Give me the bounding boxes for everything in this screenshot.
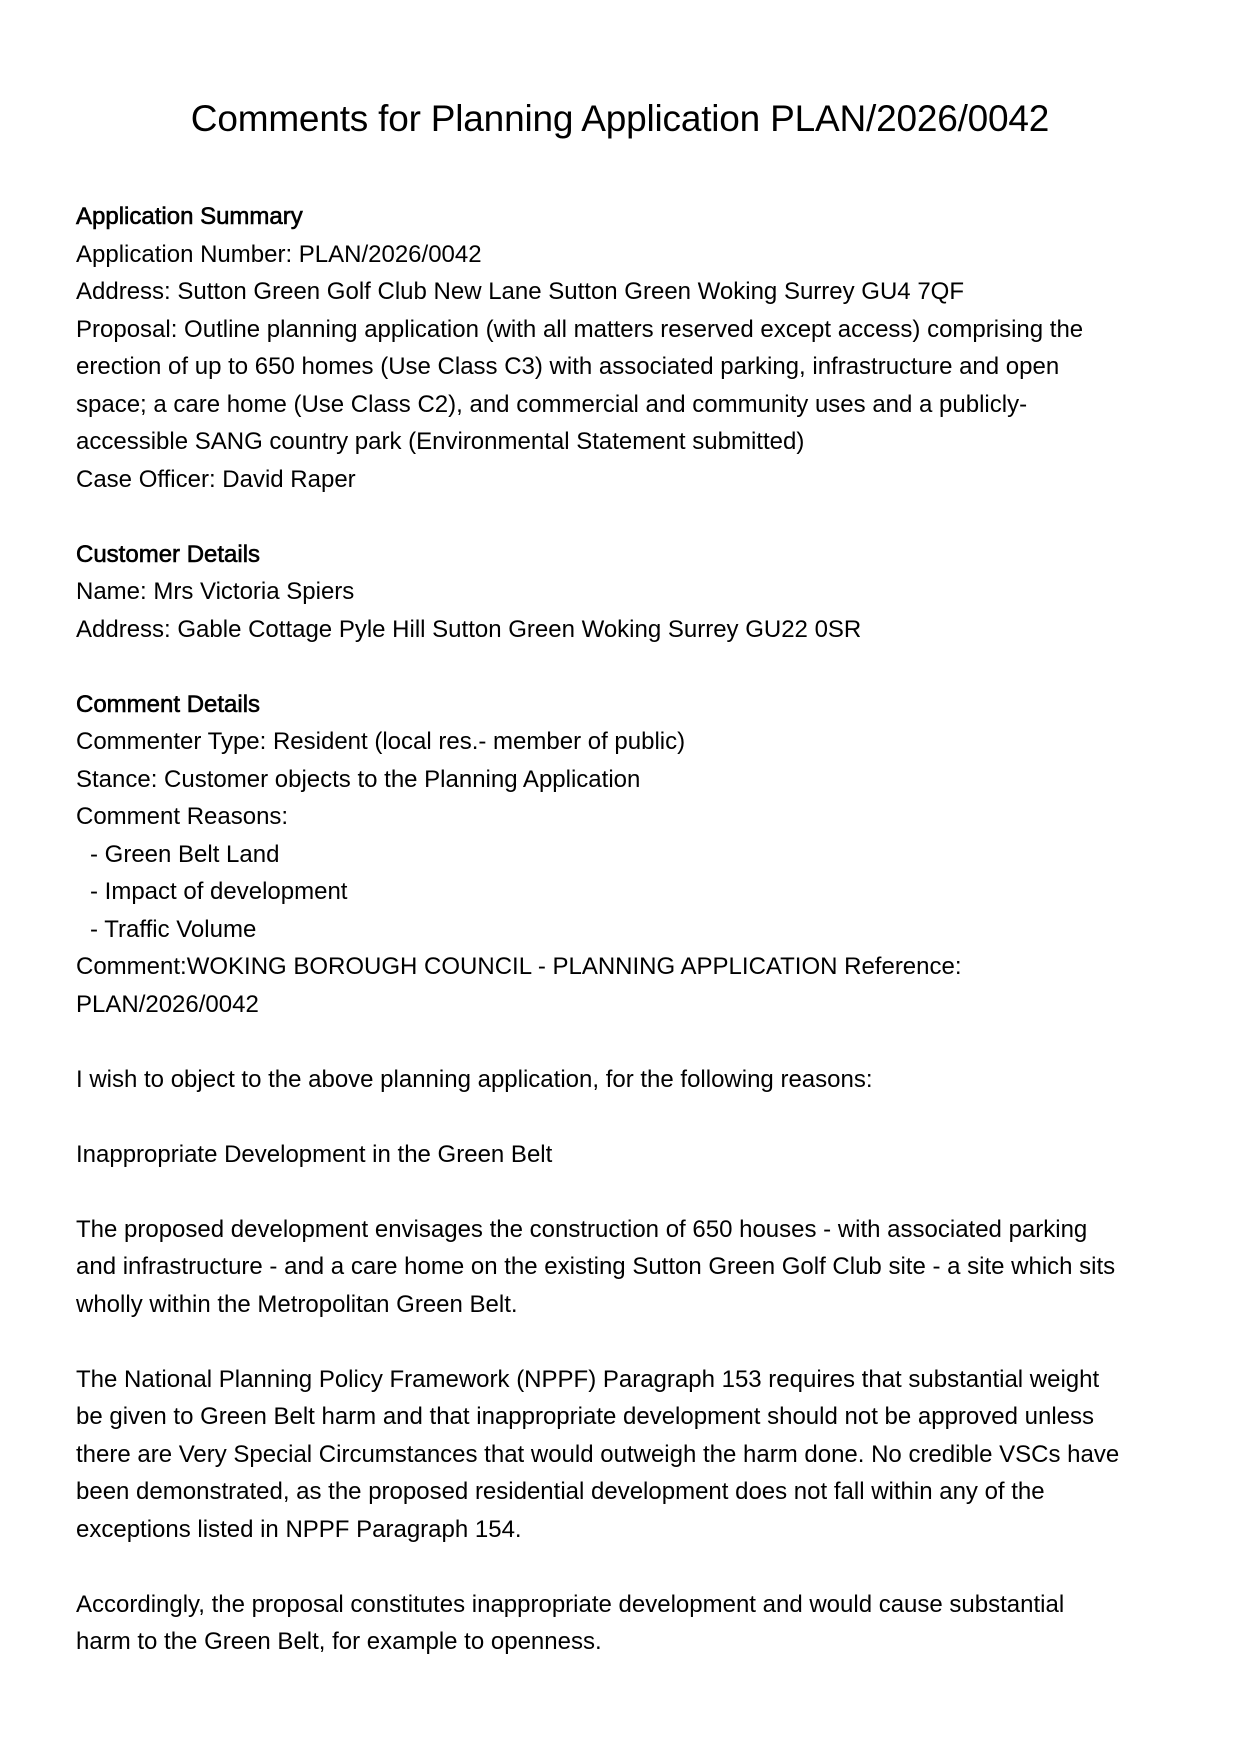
comment-reason-item: - Impact of development [90, 878, 348, 905]
spacer [76, 1173, 1176, 1211]
comment-body-section [76, 1061, 1176, 1661]
paragraph-line: Accordingly, the proposal constitutes inappropriate development and would cause substantial [76, 1590, 1065, 1618]
paragraph-line: The proposed development envisages the construction of 650 houses - with associated parking [76, 1215, 1088, 1243]
paragraph-line: The National Planning Policy Framework (NPPF) Paragraph 153 requires that substantial weight [76, 1365, 1100, 1393]
customer-address: Address: Gable Cottage Pyle Hill Sutton Green Woking Surrey GU22 0SR [76, 615, 862, 643]
commenter-type: Commenter Type: Resident (local res.- member of public) [76, 728, 686, 755]
spacer [76, 648, 1176, 686]
paragraph-line: be given to Green Belt harm and that inappropriate development should not be approved unless [76, 1403, 1095, 1430]
paragraph-line: wholly within the Metropolitan Green Belt. [76, 1290, 518, 1318]
application-number: Application Number: PLAN/2026/0042 [76, 240, 482, 268]
spacer [76, 1098, 1176, 1136]
stance: Stance: Customer objects to the Planning Application [76, 765, 641, 793]
application-address: Address: Sutton Green Golf Club New Lane Sutton Green Woking Surrey GU4 7QF [76, 278, 964, 305]
spacer [76, 498, 1176, 536]
proposal-line: Proposal: Outline planning application (with all matters reserved except access) comprising the [76, 315, 1084, 343]
comment-reason-item: - Green Belt Land [90, 840, 280, 868]
comment-details-heading: Comment Details [76, 690, 261, 718]
spacer [76, 1023, 1176, 1061]
application-summary-section [76, 198, 1176, 498]
paragraph-line: been demonstrated, as the proposed residential development does not fall within any of the [76, 1478, 1045, 1505]
comment-line: Comment:WOKING BOROUGH COUNCIL - PLANNING APPLICATION Reference: [76, 953, 962, 980]
customer-details-section [76, 536, 1176, 649]
proposal-line: space; a care home (Use Class C2), and commercial and community uses and a publicly- [76, 390, 1028, 418]
customer-name: Name: Mrs Victoria Spiers [76, 578, 355, 605]
comment-reasons-label: Comment Reasons: [76, 803, 289, 830]
comment-intro: I wish to object to the above planning application, for the following reasons: [76, 1065, 873, 1093]
comment-paragraph [76, 1211, 1176, 1324]
paragraph-line: there are Very Special Circumstances that would outweigh the harm done. No credible VSCs have [76, 1440, 1120, 1468]
document-body [76, 198, 1176, 1661]
application-summary-heading: Application Summary [76, 203, 303, 230]
comment-paragraph [76, 1361, 1176, 1549]
paragraph-line: and infrastructure - and a care home on the existing Sutton Green Golf Club site - a site which sits [76, 1253, 1116, 1280]
proposal-line: erection of up to 650 homes (Use Class C3) with associated parking, infrastructure and open [76, 353, 1060, 380]
comment-reason-item: - Traffic Volume [90, 915, 257, 943]
customer-details-heading: Customer Details [76, 540, 261, 568]
case-officer: Case Officer: David Raper [76, 465, 356, 493]
comment-subheading: Inappropriate Development in the Green Belt [76, 1140, 553, 1168]
comment-details-section [76, 686, 1176, 1024]
spacer [76, 1548, 1176, 1586]
proposal-line: accessible SANG country park (Environmental Statement submitted) [76, 428, 805, 455]
paragraph-line: harm to the Green Belt, for example to openness. [76, 1628, 602, 1655]
spacer [76, 1323, 1176, 1361]
comment-line: PLAN/2026/0042 [76, 990, 259, 1018]
comment-paragraph [76, 1586, 1176, 1661]
paragraph-line: exceptions listed in NPPF Paragraph 154. [76, 1515, 522, 1543]
page-title: Comments for Planning Application PLAN/2026/0042 [190, 98, 1050, 139]
